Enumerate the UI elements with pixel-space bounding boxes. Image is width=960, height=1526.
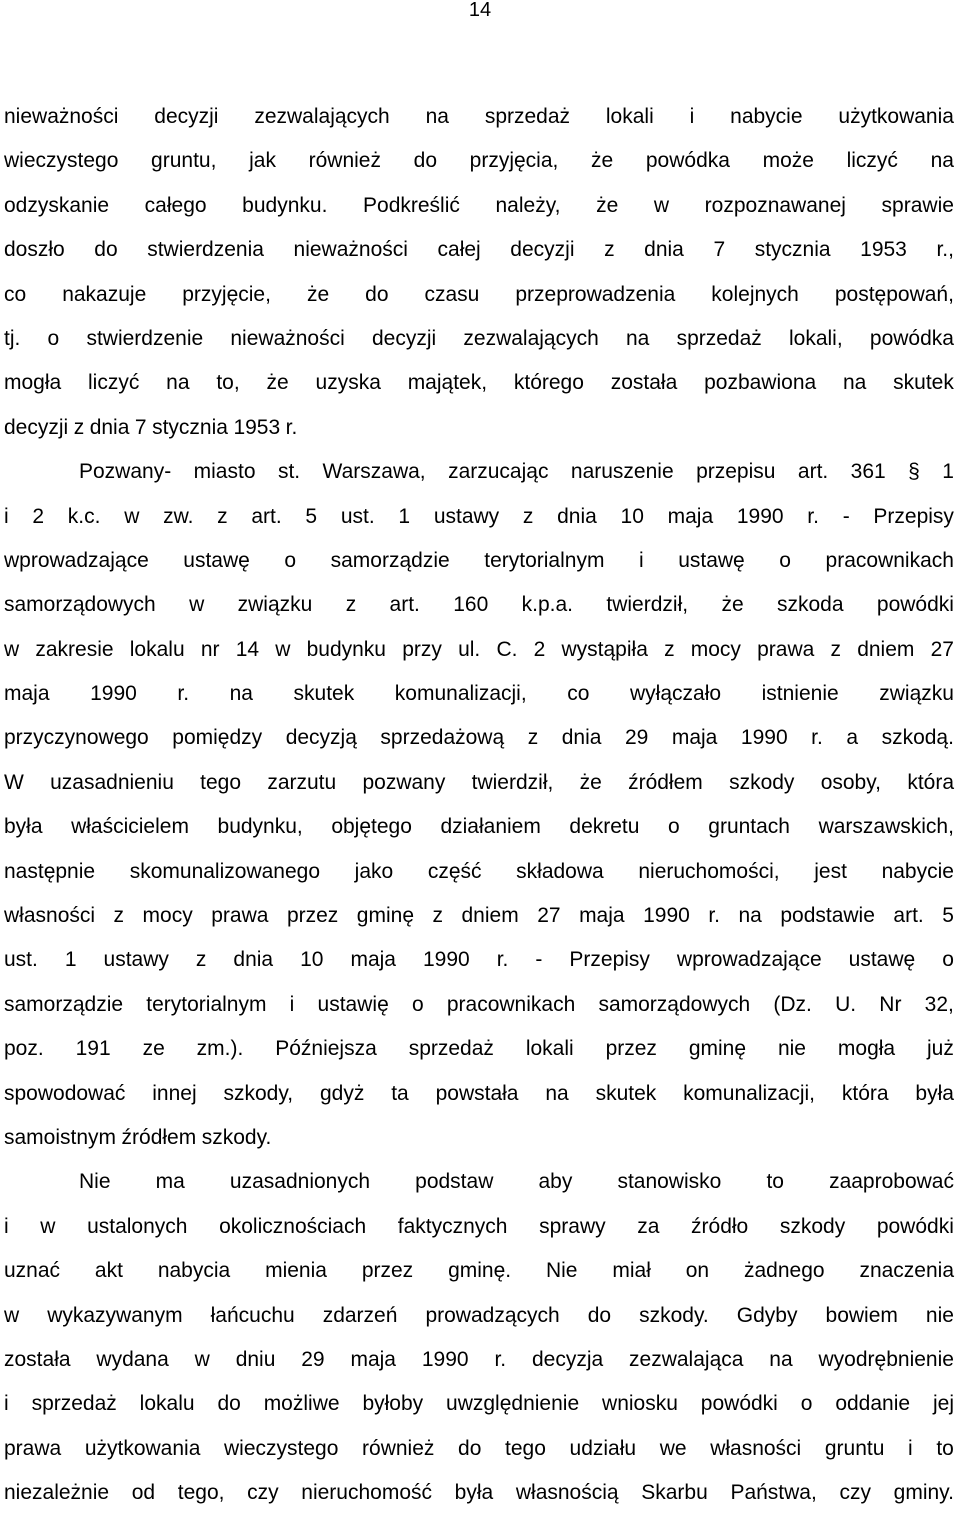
- text-line: prawa użytkowania wieczystego również do tego udziału we własności gruntu i to: [4, 1436, 954, 1460]
- text-line: ust. 1 ustawy z dnia 10 maja 1990 r. - Przepisy wprowadzające ustawę o: [4, 948, 954, 972]
- text-line: spowodować innej szkody, gdyż ta powstała na skutek komunalizacji, która była: [4, 1081, 954, 1105]
- text-line: była właścicielem budynku, objętego działaniem dekretu o gruntach warszawskich,: [4, 815, 954, 839]
- text-line: w zakresie lokalu nr 14 w budynku przy ul. C. 2 wystąpiła z mocy prawa z dniem 27: [4, 637, 954, 661]
- text-line: nieważności decyzji zezwalających na sprzedaż lokali i nabycie użytkowania: [4, 105, 954, 128]
- text-line: W uzasadnieniu tego zarzutu pozwany twierdził, że źródłem szkody osoby, która: [4, 770, 954, 794]
- text-line: samoistnym źródłem szkody.: [4, 1125, 272, 1149]
- text-line: została wydana w dniu 29 maja 1990 r. decyzja zezwalająca na wyodrębnienie: [4, 1347, 954, 1371]
- text-line: i sprzedaż lokalu do możliwe byłoby uwzględnienie wniosku powódki o oddanie jej: [4, 1392, 954, 1416]
- text-line: poz. 191 ze zm.). Późniejsza sprzedaż lokali przez gminę nie mogła już: [4, 1037, 954, 1061]
- page-number: 14: [468, 0, 492, 21]
- text-line: niezależnie od tego, czy nieruchomość była własnością Skarbu Państwa, czy gminy.: [4, 1481, 954, 1505]
- text-line: następnie skomunalizowanego jako część składowa nieruchomości, jest nabycie: [4, 859, 954, 883]
- body-text: [4, 95, 954, 1516]
- text-line: decyzji z dnia 7 stycznia 1953 r.: [4, 415, 298, 439]
- text-line: odzyskanie całego budynku. Podkreślić należy, że w rozpoznawanej sprawie: [4, 193, 954, 217]
- text-line: samorządowych w związku z art. 160 k.p.a. twierdził, że szkoda powódki: [4, 593, 954, 617]
- text-line: doszło do stwierdzenia nieważności całej decyzji z dnia 7 stycznia 1953 r.,: [4, 238, 954, 262]
- text-line: własności z mocy prawa przez gminę z dniem 27 maja 1990 r. na podstawie art. 5: [4, 904, 954, 928]
- text-line: maja 1990 r. na skutek komunalizacji, co wyłączało istnienie związku: [4, 682, 954, 706]
- text-line: wieczystego gruntu, jak również do przyjęcia, że powódka może liczyć na: [4, 149, 954, 173]
- text-line: i w ustalonych okolicznościach faktycznych sprawy za źródło szkody powódki: [4, 1214, 954, 1238]
- text-line: tj. o stwierdzenie nieważności decyzji zezwalających na sprzedaż lokali, powódka: [4, 326, 954, 350]
- text-line: co nakazuje przyjęcie, że do czasu przeprowadzenia kolejnych postępowań,: [4, 282, 954, 306]
- text-line: samorządzie terytorialnym i ustawię o pracownikach samorządowych (Dz. U. Nr 32,: [4, 992, 954, 1016]
- text-line: uznać akt nabycia mienia przez gminę. Nie miał on żadnego znaczenia: [4, 1259, 954, 1283]
- text-line: i 2 k.c. w zw. z art. 5 ust. 1 ustawy z dnia 10 maja 1990 r. - Przepisy: [4, 504, 954, 528]
- text-line: przyczynowego pomiędzy decyzją sprzedażową z dnia 29 maja 1990 r. a szkodą.: [4, 726, 954, 750]
- text-line: Nie ma uzasadnionych podstaw aby stanowisko to zaaprobować: [79, 1170, 954, 1194]
- text-line: wprowadzające ustawę o samorządzie terytorialnym i ustawę o pracownikach: [4, 548, 954, 572]
- text-line: mogła liczyć na to, że uzyska majątek, którego została pozbawiona na skutek: [4, 371, 954, 395]
- text-line: w wykazywanym łańcuchu zdarzeń prowadzących do szkody. Gdyby bowiem nie: [4, 1303, 954, 1327]
- text-line: Pozwany- miasto st. Warszawa, zarzucając naruszenie przepisu art. 361 § 1: [79, 460, 954, 484]
